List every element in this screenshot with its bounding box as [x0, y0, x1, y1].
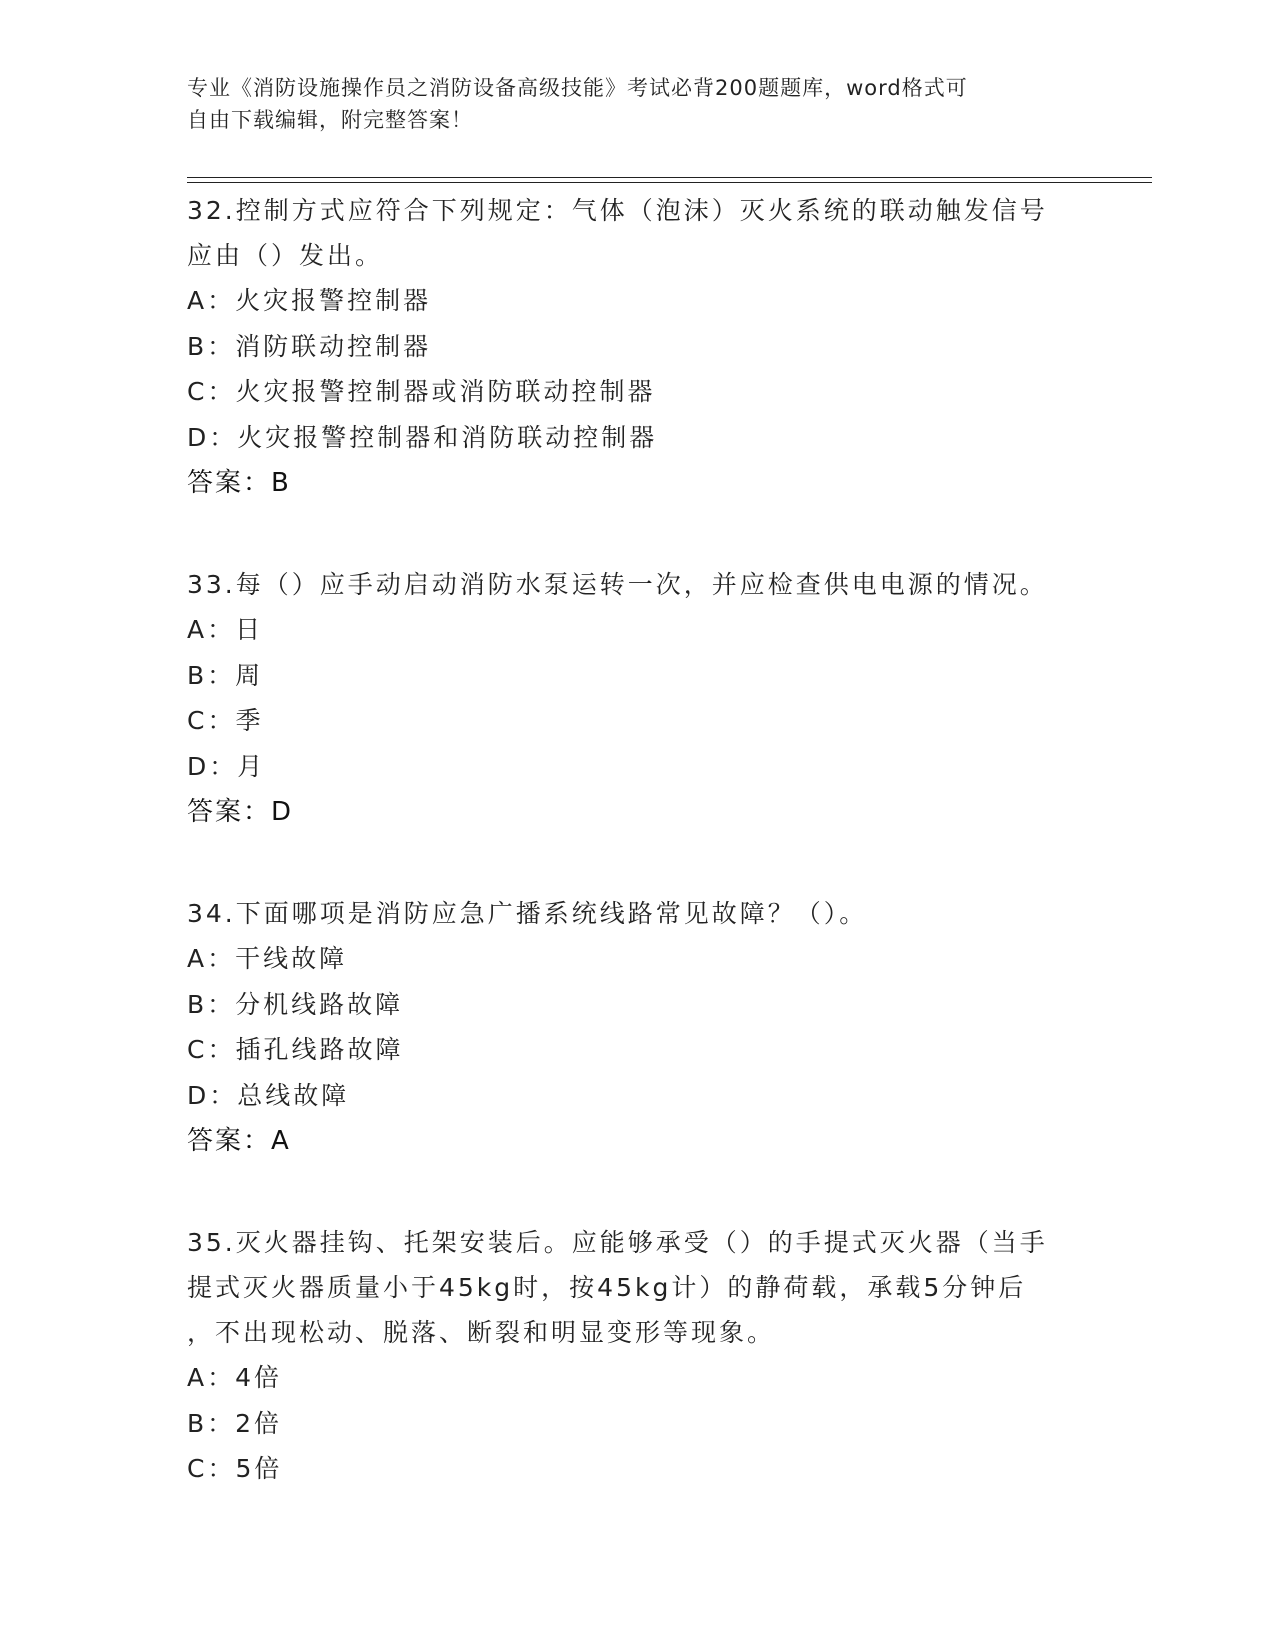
answer-option: D：火灾报警控制器和消防联动控制器 — [187, 422, 658, 452]
document-header — [187, 72, 1067, 136]
answer-option: A：日 — [187, 615, 264, 644]
answer-option: B：消防联动控制器 — [187, 331, 432, 361]
header-divider-top — [187, 177, 1152, 178]
question-stem-line: 34.下面哪项是消防应急广播系统线路常见故障？（）。 — [187, 899, 868, 928]
question-stem-line: 35.灭火器挂钩、托架安装后。应能够承受（）的手提式灭火器（当手 — [187, 1228, 1048, 1257]
answer-option: C：5倍 — [187, 1454, 283, 1483]
question-block — [187, 188, 1087, 506]
answer-option: A：4倍 — [187, 1363, 283, 1392]
answer-key: 答案：A — [187, 1126, 291, 1156]
answer-option: D：总线故障 — [187, 1080, 350, 1110]
answer-option: C：插孔线路故障 — [187, 1035, 404, 1064]
header-divider-bottom — [187, 182, 1152, 183]
question-block — [187, 891, 1087, 1164]
question-block — [187, 562, 1087, 835]
header-line-2: 自由下载编辑，附完整答案！ — [187, 108, 473, 132]
answer-key: 答案：B — [187, 468, 291, 498]
answer-option: B：分机线路故障 — [187, 989, 404, 1019]
answer-option: C：火灾报警控制器或消防联动控制器 — [187, 377, 656, 406]
question-stem-line: 33.每（）应手动启动消防水泵运转一次，并应检查供电电源的情况。 — [187, 570, 1048, 599]
question-list — [187, 188, 1087, 1548]
question-block — [187, 1220, 1087, 1492]
header-line-1: 专业《消防设施操作员之消防设备高级技能》考试必背200题题库，word格式可 — [187, 76, 968, 100]
answer-option: C：季 — [187, 706, 264, 735]
question-stem-line: 32.控制方式应符合下列规定：气体（泡沫）灭火系统的联动触发信号 — [187, 196, 1048, 225]
answer-option: B：周 — [187, 660, 264, 690]
answer-option: A：火灾报警控制器 — [187, 286, 432, 315]
answer-option: A：干线故障 — [187, 944, 348, 973]
question-stem-line: 提式灭火器质量小于45kg时，按45kg计）的静荷载，承载5分钟后 — [187, 1273, 1027, 1302]
question-stem-line: ，不出现松动、脱落、断裂和明显变形等现象。 — [187, 1318, 776, 1347]
answer-option: B：2倍 — [187, 1408, 283, 1438]
answer-key: 答案：D — [187, 797, 294, 827]
answer-option: D：月 — [187, 751, 266, 781]
question-stem-line: 应由（）发出。 — [187, 241, 384, 270]
